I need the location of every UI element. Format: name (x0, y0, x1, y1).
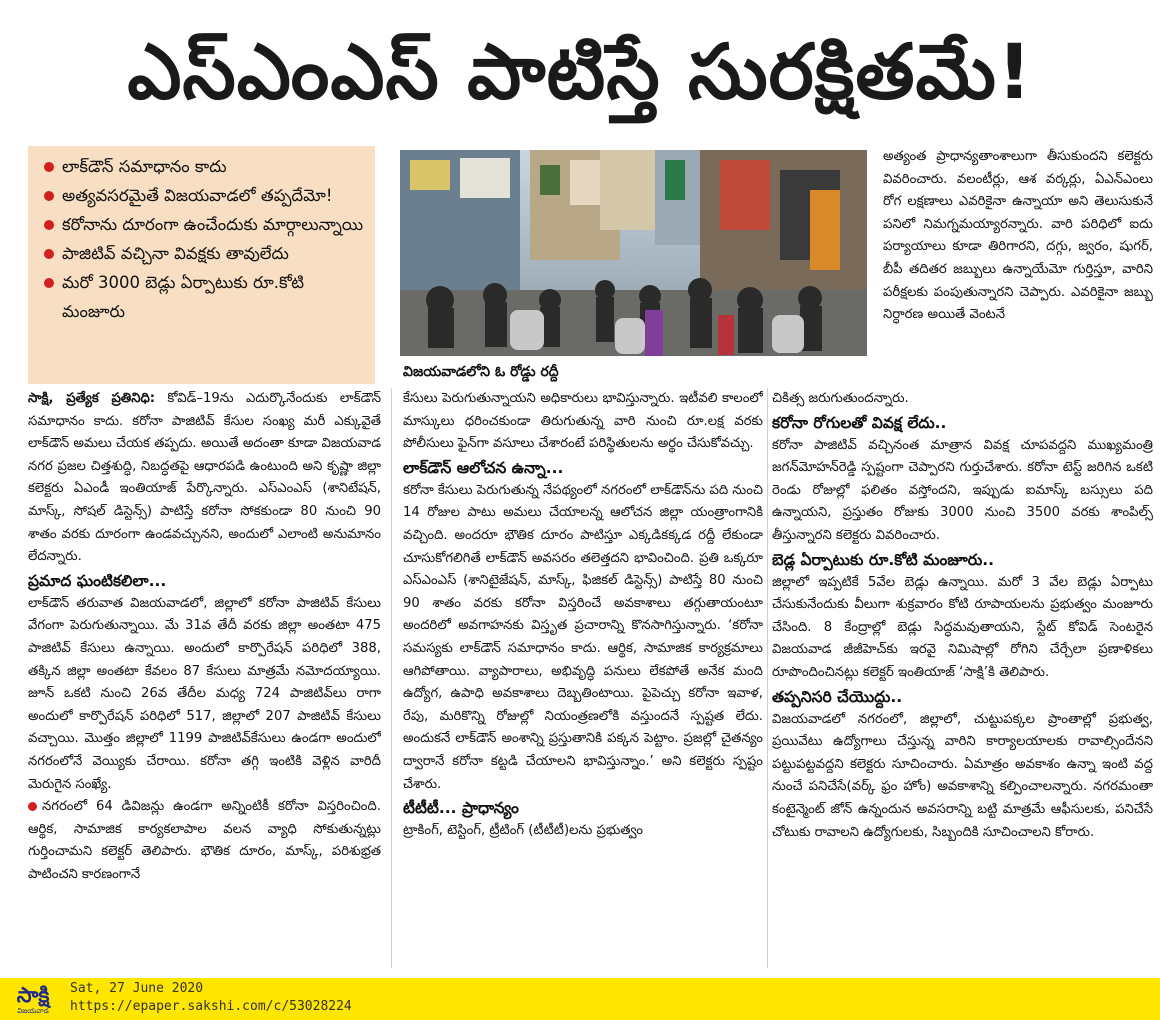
highlight-item (36, 239, 367, 268)
subheading: కరోనా రోగులతో వివక్ష లేదు.. (772, 413, 947, 432)
subheading: బెడ్ల ఏర్పాటుకు రూ.కోటి మంజూరు.. (772, 550, 995, 569)
street-crowd-photo (400, 150, 867, 356)
subheading: టీటీటీ... ప్రాధాన్యం (403, 799, 519, 818)
bullet-icon (44, 249, 54, 259)
bullet-icon (44, 220, 54, 230)
body-paragraph: కరోనా కేసులు పెరుగుతున్న నేపథ్యంలో నగరంలో లాక్‌డౌన్‌ను పది నుంచి 14 రోజుల పాటు అమలు చేయాలన్న ఆలోచన జిల్లా యంత్రాంగానికి వచ్చింది. అందరూ భౌతిక దూరం పాటిస్తూ ఎక్కడికక్కడ రద్దీ లేకుండా చూసుకోగలిగితే లాక్‌డౌన్‌ అవసరం తలెత్తదని భావించింది. ప్రతి ఒక్కరూ ఎస్‌ఎంఎస్‌ (శానిటైజేషన్, మాస్క్, ఫిజికల్‌ డిస్టెన్స్‌) పాటిస్తే 80 నుంచి 90 శాతం వరకు కరోనా విస్తరించే అవకాశాలు తగ్గుతాయంటూ అందరిలో అవగాహనకు విస్తృత ప్రచారాన్ని కొనసాగిస్తున్నారు. ‘కరోనా సమస్యకు లాక్‌డౌన్‌ సమాధానం కాదు. ఆర్థిక, సామాజిక కార్యక్రమాలు ఆగిపోతాయి. వ్యాపారాలు, అభివృద్ధి పనులు లేకపోతే అనేక మంది ఉద్యోగ, ఉపాధి అవకాశాలు దెబ్బతింటాయి. పైపెచ్చు కరోనా ఇవాళ, రేపు, మరికొన్ని రోజుల్లో నియంత్రణలోకి వస్తుందనే స్పష్టత లేదు. అందుకనే లాక్‌డౌన్‌ అంశాన్ని ప్రస్తుతానికి పక్కన పెట్టాం. ప్రజల్లో చైతన్యం ద్వారానే కరోనా కట్టడి చేయాలని భావిస్తున్నాం.’ అని కలెక్టరు స్పష్టం చేశారు. (403, 482, 763, 792)
street-scene-illustration (400, 150, 867, 356)
footer-bar (0, 978, 1160, 1020)
subheading: ప్రమాద ఘంటికలిలా... (28, 571, 167, 590)
subheading: లాక్‌డౌన్‌ ఆలోచన ఉన్నా... (403, 458, 564, 477)
body-paragraph: ట్రాకింగ్, టెస్టింగ్, ట్రీటింగ్‌ (టీటీటీ)లను ప్రభుత్వం (403, 823, 643, 839)
edition-date: Sat, 27 June 2020 (70, 981, 204, 996)
body-paragraph: విజయవాడలో నగరంలో, జిల్లాలో, చుట్టుపక్కల ప్రాంతాల్లో ప్రభుత్వ, ప్రయివేటు ఉద్యోగాలు చేస్తున్న వారిని కార్యాలయాలకు రావాల్సిందేనని పట్టుపట్టవద్దని కలెక్టరు సూచించారు. ఏమాత్రం అవకాశం ఉన్నా ఇంటి వద్ద నుంచే పనిచేసే(వర్క్‌ ఫ్రం హోం) అవకాశాన్ని కల్పించాలన్నారు. నగరమంతా కంటైన్మెంట్‌ జోన్‌ ఉన్నందున అవసరాన్ని బట్టి మాత్రమే ఆఫీసులకు, పనిచేసే చోటుకు రావాలని ఉద్యోగులకు, సిబ్బందికి సూచించాలని కోరారు. (772, 711, 1153, 840)
highlight-item (36, 210, 367, 239)
body-paragraph: కేసులు పెరుగుతున్నాయని అధికారులు భావిస్తున్నారు. ఇటీవలి కాలంలో మాస్కులు ధరించకుండా తిరుగుతున్న వారి నుంచి రూ.లక్ష వరకు పోలీసులు ఫైన్‌గా వసూలు చేశారంటే పరిస్థితులను అర్థం చేసుకోవచ్చు. (403, 391, 763, 452)
highlight-text: కరోనాను దూరంగా ఉంచేందుకు మార్గాలున్నాయి (62, 215, 364, 234)
intro-paragraph (28, 388, 381, 569)
bullet-paragraph-text: నగరంలో 64 డివిజన్లు ఉండగా అన్నింటికీ కరోనా విస్తరించింది. ఆర్థిక, సామాజిక కార్యకలాపాల వలన వ్యాధి సోకుతున్నట్లు గుర్తించామని కలెక్టర్‌ తెలిపారు. భౌతిక దూరం, మాస్క్, పరిశుభ్రత పాటించని కారణంగానే (28, 799, 381, 882)
bullet-icon (44, 162, 54, 172)
highlight-text: లాక్‌డౌన్‌ సమాధానం కాదు (62, 157, 227, 176)
highlight-item (36, 268, 367, 326)
bullet-icon (28, 802, 37, 811)
bullet-paragraph (28, 796, 381, 886)
article-column-3 (772, 388, 1153, 968)
highlight-item (36, 152, 367, 181)
highlight-text: అత్యవసరమైతే విజయవాడలో తప్పదేమో! (62, 186, 333, 205)
bullet-icon (44, 278, 54, 288)
body-paragraph: జిల్లాలో ఇప్పటికే 5వేల బెడ్లు ఉన్నాయి. మరో 3 వేల బెడ్లు ఏర్పాటు చేసుకునేందుకు వీలుగా శుక్రవారం కోటి రూపాయలను ప్రభుత్వం మంజూరు చేసింది. 8 కేంద్రాల్లో బెడ్లు సిద్ధమవుతాయని, స్టేట్‌ కోవిడ్‌ సెంటరైన విజయవాడ జీజీహెచ్‌కు ఇరవై నిమిషాల్లో రోగిని చేర్చేలా ప్రణాళికలు రూపొందించినట్లు కలెక్టర్‌ ఇంతియాజ్‌ ‘సాక్షి’కి తెలిపారు. (772, 574, 1153, 680)
column-divider (767, 388, 768, 968)
dateline: సాక్షి, ప్రత్యేక ప్రతినిధి: (28, 391, 156, 406)
article-column-1 (28, 388, 381, 968)
highlight-item (36, 181, 367, 210)
headline: ఎస్‌ఎంఎస్‌ పాటిస్తే సురక్షితమే! (127, 27, 1033, 116)
photo-caption: విజయవాడలోని ఓ రోడ్డు రద్దీ (403, 364, 559, 380)
subheading: తప్పనిసరి చేయొద్దు.. (772, 687, 903, 706)
article-column-3-top (883, 146, 1153, 382)
column-divider (391, 388, 392, 968)
highlight-text: మరో 3000 బెడ్లు ఏర్పాటుకు రూ.కోటి మంజూరు (62, 273, 304, 321)
bullet-icon (44, 191, 54, 201)
highlights-box (28, 146, 375, 384)
highlight-text: పాజిటివ్‌ వచ్చినా వివక్షకు తావులేదు (62, 244, 289, 263)
body-paragraph: అత్యంత ప్రాధాన్యతాంశాలుగా తీసుకుందని కలెక్టరు వివరించారు. వలంటీర్లు, ఆశ వర్కర్లు, ఏఎన్‌ఎంలు రోగ లక్షణాలు ఎవరికైనా ఉన్నాయా అని తెలుసుకునే పనిలో నిమగ్నమయ్యారన్నారు. వారి పరిధిలో ఐదు పర్యాయాలు కూడా తిరిగారని, దగ్గు, జ్వరం, షుగర్, బీపీ తదితర జబ్బులు ఉన్నాయేమో గుర్తిస్తూ, వారిని పరీక్షలకు పంపుతున్నారని చెప్పారు. ఎవరికైనా జబ్బు నిర్ధారణ అయితే వెంటనే (883, 149, 1153, 323)
epaper-link[interactable]: https://epaper.sakshi.com/c/53028224 (70, 999, 352, 1014)
intro-text: కోవిడ్‌–19ను ఎదుర్కొనేందుకు లాక్‌డౌన్‌ సమాధానం కాదు. కరోనా పాజిటివ్‌ కేసుల సంఖ్య మరీ ఎక్కువైతే లాక్‌డౌన్‌ అమలు చేయక తప్పదు. అయితే అదంతా కూడా విజయవాడ నగర ప్రజల చిత్తశుద్ధి, నిబద్ధతపై ఆధారపడి ఉంటుంది అని కృష్ణా జిల్లా కలెక్టరు ఏఎండీ ఇంతియాజ్‌ పేర్కొన్నారు. ఎస్‌ఎంఎస్‌ (శానిటేషన్, మాస్క్, సోషల్‌ డిస్టెన్స్‌) పాటిస్తే కరోనా సోకకుండా 80 నుంచి 90 శాతం వరకు దూరంగా ఉండవచ్చునని, అందులో ఎలాంటి అనుమానం లేదన్నారు. (28, 391, 381, 565)
body-paragraph: చికిత్స జరుగుతుందన్నారు. (772, 391, 909, 406)
sakshi-logo[interactable] (8, 982, 58, 1016)
logo-edition: విజయవాడ (17, 1007, 49, 1015)
logo-text: సాక్షి (16, 983, 50, 1007)
body-paragraph: లాక్‌డౌన్‌ తరువాత విజయవాడలో, జిల్లాలో కరోనా పాజిటివ్‌ కేసులు వేగంగా పెరుగుతున్నాయి. మే 31వ తేదీ వరకు జిల్లా అంతటా 475 పాజిటివ్‌ కేసులు ఉన్నాయి. అందులో కార్పొరేషన్‌ పరిధిలో 388, తక్కిన జిల్లా అంతటా కేవలం 87 కేసులు మాత్రమే నమోదయ్యాయి. జూన్‌ ఒకటి నుంచి 26వ తేదీల మధ్య 724 పాజిటివ్‌లు రాగా అందులో కార్పొరేషన్‌ పరిధిలో 517, జిల్లాలో 207 పాజిటివ్‌ కేసులు వచ్చాయి. మొత్తం జిల్లాలో 1199 పాజిటివ్‌కేసులు ఉండగా అందులో నగరంలోనే వెయ్యికు చేరాయి. కరోనా తగ్గి ఇంటికి వెళ్లిన వారిదీ మెరుగైన సంఖ్యే. (28, 595, 381, 792)
body-paragraph: కరోనా పాజిటివ్‌ వచ్చినంత మాత్రాన వివక్ష చూపవద్దని ముఖ్యమంత్రి జగన్‌మోహన్‌రెడ్డి స్పష్టంగా చెప్పారని గుర్తుచేశారు. కరోనా టెస్ట్‌ జరిగిన ఒకటి రెండు రోజుల్లో ఫలితం వస్తోందని, ఇప్పుడు ఐమాస్క్‌ బస్సులు పది ఉన్నాయని, ప్రస్తుతం రోజుకు 3000 నుంచి 3500 వరకు శాంపిల్స్‌ తీస్తున్నారని కలెక్టరు వివరించారు. (772, 437, 1153, 543)
article-column-2 (403, 388, 763, 970)
